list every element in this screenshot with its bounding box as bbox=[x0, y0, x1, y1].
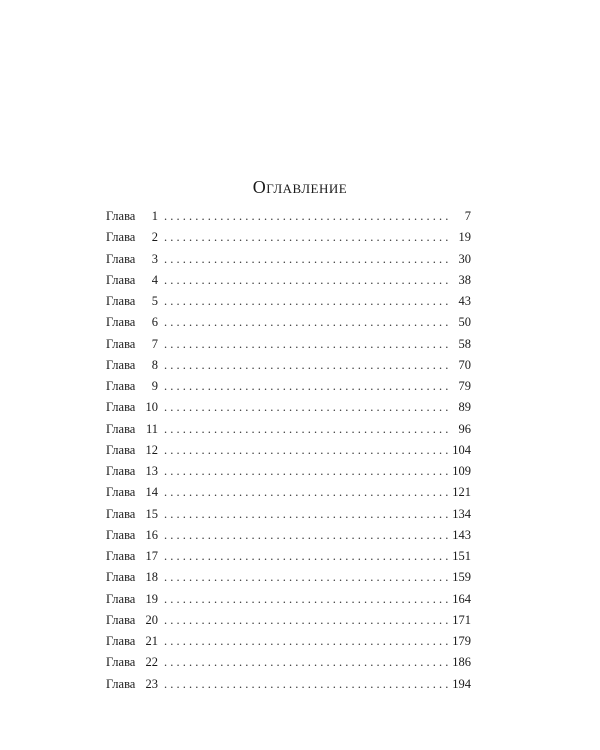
dot-leader bbox=[164, 443, 449, 458]
toc-entry bbox=[106, 464, 471, 485]
chapter-number: 19 bbox=[145, 591, 158, 606]
toc-entry bbox=[106, 655, 471, 676]
dot-leader bbox=[164, 507, 449, 522]
toc-entry bbox=[106, 294, 471, 315]
dot-leader bbox=[164, 337, 449, 352]
chapter-number: 1 bbox=[151, 209, 158, 223]
chapter-number: 16 bbox=[145, 527, 158, 542]
toc-entry bbox=[106, 549, 471, 570]
toc-entry bbox=[106, 570, 471, 591]
dot-leader bbox=[164, 273, 449, 288]
dot-leader bbox=[164, 570, 449, 585]
page-number: 70 bbox=[458, 357, 471, 372]
chapter-label: Глава bbox=[106, 591, 136, 606]
dot-leader bbox=[164, 294, 449, 309]
page-number: 121 bbox=[452, 485, 471, 500]
page-number: 143 bbox=[452, 527, 471, 542]
chapter-number: 13 bbox=[145, 464, 158, 478]
toc-entry bbox=[106, 209, 471, 230]
page-number: 194 bbox=[452, 676, 471, 691]
toc-entry bbox=[106, 592, 471, 613]
chapter-label: Глава bbox=[106, 400, 136, 415]
page-number: 96 bbox=[458, 421, 471, 436]
page-number: 7 bbox=[464, 209, 471, 223]
chapter-number: 20 bbox=[145, 612, 158, 627]
chapter-label: Глава bbox=[106, 676, 136, 691]
toc-list bbox=[106, 209, 471, 698]
chapter-label: Глава bbox=[106, 272, 136, 287]
page-number: 89 bbox=[458, 400, 471, 415]
chapter-number: 4 bbox=[151, 272, 158, 287]
dot-leader bbox=[164, 315, 449, 330]
page-number: 109 bbox=[452, 464, 471, 478]
chapter-number: 22 bbox=[145, 655, 158, 670]
chapter-number: 12 bbox=[145, 442, 158, 457]
chapter-label: Глава bbox=[106, 315, 136, 330]
page-number: 179 bbox=[452, 634, 471, 648]
dot-leader bbox=[164, 655, 449, 670]
chapter-label: Глава bbox=[106, 655, 136, 670]
toc-entry bbox=[106, 422, 471, 443]
chapter-label: Глава bbox=[106, 209, 136, 223]
chapter-number: 18 bbox=[145, 570, 158, 585]
page-number: 38 bbox=[458, 272, 471, 287]
page-number: 164 bbox=[452, 591, 471, 606]
toc-entry bbox=[106, 252, 471, 273]
page-number: 30 bbox=[458, 251, 471, 266]
dot-leader bbox=[164, 379, 449, 394]
chapter-label: Глава bbox=[106, 464, 136, 478]
dot-leader bbox=[164, 613, 449, 628]
page-number: 171 bbox=[452, 612, 471, 627]
chapter-number: 7 bbox=[151, 336, 158, 351]
page-number: 50 bbox=[458, 315, 471, 330]
page-number: 58 bbox=[458, 336, 471, 351]
dot-leader bbox=[164, 358, 449, 373]
dot-leader bbox=[164, 485, 449, 500]
chapter-number: 5 bbox=[151, 294, 158, 308]
chapter-label: Глава bbox=[106, 549, 136, 563]
page-number: 159 bbox=[452, 570, 471, 585]
chapter-number: 9 bbox=[151, 379, 158, 393]
toc-entry bbox=[106, 634, 471, 655]
dot-leader bbox=[164, 422, 449, 437]
page-number: 104 bbox=[452, 442, 471, 457]
chapter-label: Глава bbox=[106, 612, 136, 627]
chapter-label: Глава bbox=[106, 570, 136, 585]
toc-entry bbox=[106, 315, 471, 336]
chapter-label: Глава bbox=[106, 336, 136, 351]
chapter-label: Глава bbox=[106, 634, 136, 648]
chapter-number: 23 bbox=[145, 676, 158, 691]
toc-entry bbox=[106, 358, 471, 379]
toc-entry bbox=[106, 443, 471, 464]
chapter-number: 2 bbox=[151, 230, 158, 245]
chapter-number: 10 bbox=[145, 400, 158, 415]
toc-entry bbox=[106, 507, 471, 528]
page-number: 134 bbox=[452, 506, 471, 521]
toc-entry bbox=[106, 528, 471, 549]
toc-entry bbox=[106, 613, 471, 634]
chapter-label: Глава bbox=[106, 379, 136, 393]
chapter-number: 11 bbox=[145, 421, 158, 436]
page-number: 186 bbox=[452, 655, 471, 670]
chapter-label: Глава bbox=[106, 485, 136, 500]
toc-entry bbox=[106, 379, 471, 400]
dot-leader bbox=[164, 252, 449, 267]
chapter-number: 15 bbox=[145, 506, 158, 521]
dot-leader bbox=[164, 209, 449, 224]
chapter-number: 6 bbox=[151, 315, 158, 330]
page-number: 43 bbox=[458, 294, 471, 308]
chapter-number: 3 bbox=[151, 251, 158, 266]
chapter-label: Глава bbox=[106, 251, 136, 266]
chapter-label: Глава bbox=[106, 230, 136, 245]
toc-entry bbox=[106, 230, 471, 251]
chapter-label: Глава bbox=[106, 527, 136, 542]
chapter-number: 14 bbox=[145, 485, 158, 500]
page-number: 79 bbox=[458, 379, 471, 393]
dot-leader bbox=[164, 592, 449, 607]
chapter-number: 21 bbox=[145, 634, 158, 648]
chapter-label: Глава bbox=[106, 421, 136, 436]
toc-entry bbox=[106, 677, 471, 698]
page-number: 151 bbox=[452, 549, 471, 563]
chapter-number: 17 bbox=[145, 549, 158, 563]
page-number: 19 bbox=[458, 230, 471, 245]
dot-leader bbox=[164, 677, 449, 692]
chapter-label: Глава bbox=[106, 442, 136, 457]
dot-leader bbox=[164, 634, 449, 649]
toc-entry bbox=[106, 485, 471, 506]
chapter-label: Глава bbox=[106, 506, 136, 521]
dot-leader bbox=[164, 464, 449, 479]
chapter-label: Глава bbox=[106, 357, 136, 372]
toc-title: Оглавление bbox=[252, 177, 348, 197]
toc-entry bbox=[106, 337, 471, 358]
chapter-label: Глава bbox=[106, 294, 136, 308]
dot-leader bbox=[164, 528, 449, 543]
toc-entry bbox=[106, 273, 471, 294]
toc-entry bbox=[106, 400, 471, 421]
chapter-number: 8 bbox=[151, 357, 158, 372]
dot-leader bbox=[164, 549, 449, 564]
dot-leader bbox=[164, 230, 449, 245]
dot-leader bbox=[164, 400, 449, 415]
